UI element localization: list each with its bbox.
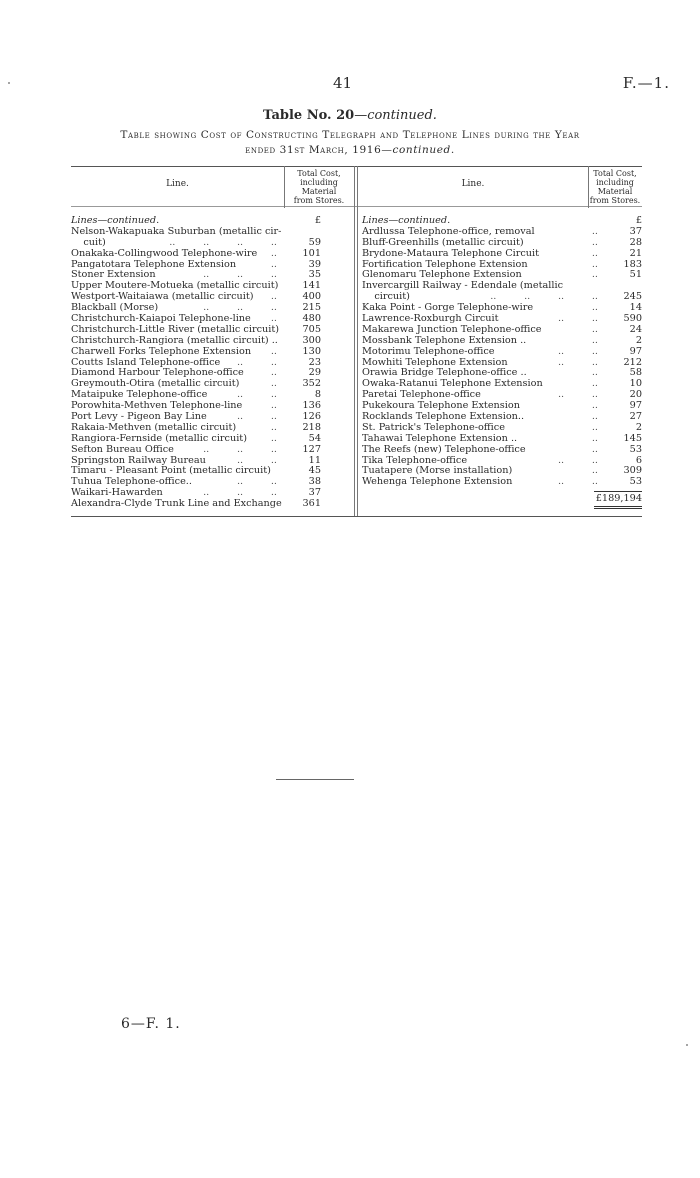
right-leader-dots: .. (591, 465, 598, 477)
right-line-name: Mossbank Telephone Extension .. (362, 334, 527, 346)
left-cost-value: 54 (308, 432, 321, 444)
right-cost-value: 183 (623, 258, 642, 270)
right-cost-value: 21 (629, 247, 642, 259)
left-line-name: Pangatotara Telephone Extension (71, 258, 237, 270)
left-leader-dots: .. .. (236, 476, 277, 488)
right-cost-value: 590 (623, 313, 642, 325)
left-cost-value: 37 (308, 487, 321, 499)
left-group-label: Lines—continued. (71, 215, 160, 226)
right-cost-header-2: including (596, 178, 634, 187)
table-bottom-rule (71, 516, 642, 517)
right-cost-value: 212 (623, 356, 642, 368)
right-leader-dots: .. .. (557, 345, 598, 357)
left-cost-value: 300 (302, 334, 321, 346)
left-leader-dots: .. (270, 247, 277, 259)
right-cost-value: 37 (629, 225, 642, 237)
left-cost-value: 400 (302, 291, 321, 303)
right-group-label: Lines—continued. (362, 215, 451, 226)
right-line-name: Tahawai Telephone Extension .. (362, 432, 518, 444)
right-leader-dots: .. (591, 258, 598, 270)
left-line-name: Timaru - Pleasant Point (metallic circuit) (71, 465, 271, 477)
left-line-name: Tuhua Telephone-office.. (71, 476, 192, 488)
left-cost-value: 11 (308, 454, 321, 466)
right-cost-value: 145 (623, 432, 642, 444)
right-leader-dots: .. (591, 367, 598, 379)
right-column (362, 216, 642, 509)
left-line-name: cuit) (71, 236, 106, 248)
right-line-name: Ardlussa Telephone-office, removal (362, 225, 535, 237)
left-cost-value: 705 (302, 323, 321, 335)
cost-table (71, 166, 642, 517)
table-title (0, 108, 700, 123)
left-cost-header-1: Total Cost, (297, 169, 341, 178)
left-cost-header-2: including (300, 178, 338, 187)
left-line-name: Westport-Waitaiawa (metallic circuit) (71, 291, 254, 303)
left-line-name: Stoner Extension (71, 269, 156, 281)
right-leader-dots: .. .. (557, 454, 598, 466)
right-cost-value: 97 (629, 345, 642, 357)
left-leader-dots: .. .. (236, 411, 277, 423)
right-cost-value: 53 (629, 443, 642, 455)
left-cost-value: 45 (308, 465, 321, 477)
right-cost-value: 51 (629, 269, 642, 281)
left-leader-dots: .. (270, 313, 277, 325)
grand-total: £189,194 (595, 493, 642, 505)
left-line-name: Christchurch-Rangiora (metallic circuit) .. (71, 334, 278, 346)
right-line-name: Bluff-Greenhills (metallic circuit) (362, 236, 524, 248)
left-line-name: Waikari-Hawarden (71, 487, 163, 499)
left-line-name: Christchurch-Little River (metallic circuit) (71, 323, 280, 335)
left-leader-dots: .. .. .. (203, 443, 277, 455)
right-cost-value: 245 (623, 291, 642, 303)
subtitle-line-2b: —continued. (381, 144, 455, 156)
left-line-name: Nelson-Wakapuaka Suburban (metallic cir- (71, 225, 282, 237)
right-line-name: Invercargill Railway - Edendale (metallic (362, 280, 563, 292)
left-leader-dots: .. (270, 421, 277, 433)
left-rows (71, 227, 321, 510)
left-leader-dots: .. .. .. .. (169, 236, 277, 248)
left-line-name: Coutts Island Telephone-office (71, 356, 221, 368)
left-column (71, 216, 321, 510)
scan-speck (8, 82, 10, 84)
right-leader-dots: .. .. (557, 476, 598, 488)
right-line-name: St. Patrick's Telephone-office (362, 421, 505, 433)
left-leader-dots: .. .. (236, 389, 277, 401)
left-cost-value: 38 (308, 476, 321, 488)
right-line-name: Tika Telephone-office (362, 454, 468, 466)
right-cost-value: 10 (629, 378, 642, 390)
right-leader-dots: .. .. .. .. (490, 291, 598, 303)
right-leader-dots: .. .. (557, 356, 598, 368)
right-cost-value: 20 (629, 389, 642, 401)
right-cost-value: 14 (629, 302, 642, 314)
right-line-name: Brydone-Mataura Telephone Circuit (362, 247, 539, 259)
right-cost-value: 2 (635, 421, 642, 433)
left-cost-value: 215 (302, 302, 321, 314)
right-table-row (362, 347, 642, 358)
left-table-row (71, 499, 321, 510)
right-cost-header-1: Total Cost, (593, 169, 637, 178)
right-cost-value: 53 (629, 476, 642, 488)
left-leader-dots: .. .. .. (203, 487, 277, 499)
right-line-name: Mowhiti Telephone Extension (362, 356, 508, 368)
right-cost-header (588, 169, 642, 205)
right-cost-value: 28 (629, 236, 642, 248)
right-line-name: Wehenga Telephone Extension (362, 476, 513, 488)
left-line-name: Rakaia-Methven (metallic circuit) (71, 421, 237, 433)
total-underline (362, 505, 642, 509)
left-leader-dots: .. (270, 258, 277, 270)
right-cost-value: 309 (623, 465, 642, 477)
subtitle-line-2 (72, 143, 628, 158)
left-cost-value: 39 (308, 258, 321, 270)
right-line-name: The Reefs (new) Telephone-office (362, 443, 526, 455)
left-unit: £ (314, 215, 321, 226)
left-line-name: Springston Railway Bureau (71, 454, 206, 466)
left-leader-dots: .. .. .. (203, 269, 277, 281)
left-leader-dots: .. .. .. (203, 302, 277, 314)
left-table-row (71, 249, 321, 260)
right-leader-dots: .. (591, 411, 598, 423)
right-leader-dots: .. (591, 432, 598, 444)
right-leader-dots: .. (591, 225, 598, 237)
right-line-name: Tuatapere (Morse installation) (362, 465, 513, 477)
right-leader-dots: .. (591, 247, 598, 259)
left-cost-value: 141 (302, 280, 321, 292)
right-leader-dots: .. .. (557, 313, 598, 325)
left-line-name: Onakaka-Collingwood Telephone-wire (71, 247, 258, 259)
left-line-name: Sefton Bureau Office (71, 443, 174, 455)
right-cost-value: 24 (629, 323, 642, 335)
right-line-name: Paretai Telephone-office (362, 389, 481, 401)
left-cost-value: 136 (302, 400, 321, 412)
left-line-name: Upper Moutere-Motueka (metallic circuit) (71, 280, 279, 292)
page-number: 41 (333, 74, 353, 92)
right-line-name: Makarewa Junction Telephone-office (362, 323, 542, 335)
left-cost-value: 361 (302, 498, 321, 510)
left-table-row (71, 347, 321, 358)
left-line-name: Blackball (Morse) (71, 302, 159, 314)
right-line-name: Motorimu Telephone-office (362, 345, 495, 357)
left-leader-dots: .. .. (236, 454, 277, 466)
right-line-name: Orawia Bridge Telephone-office .. (362, 367, 527, 379)
right-table-row (362, 445, 642, 456)
right-leader-dots: .. (591, 323, 598, 335)
left-line-name: Alexandra-Clyde Trunk Line and Exchange (71, 498, 282, 510)
left-leader-dots: .. (270, 400, 277, 412)
right-line-name: Owaka-Ratanui Telephone Extension (362, 378, 543, 390)
left-cost-value: 23 (308, 356, 321, 368)
left-line-name: Porowhita-Methven Telephone-line (71, 400, 243, 412)
left-line-name: Rangiora-Fernside (metallic circuit) (71, 432, 247, 444)
right-table-row (362, 249, 642, 260)
left-table-row (71, 445, 321, 456)
left-cost-header-4: from Stores. (293, 196, 345, 205)
right-line-header: Line. (461, 179, 485, 189)
right-cost-header-3: Material (597, 187, 633, 196)
left-cost-value: 59 (308, 236, 321, 248)
scan-speck-2 (686, 1044, 688, 1046)
left-cost-value: 101 (302, 247, 321, 259)
total-rule-2 (594, 508, 642, 509)
left-leader-dots: .. (270, 345, 277, 357)
center-divider-rule (354, 166, 355, 517)
right-leader-dots: .. (591, 400, 598, 412)
footer-signature: 6—F. 1. (121, 1016, 181, 1032)
left-line-name: Mataipuke Telephone-office (71, 389, 208, 401)
left-leader-dots: .. (270, 378, 277, 390)
left-line-name: Charwell Forks Telephone Extension (71, 345, 252, 357)
right-line-name: Fortification Telephone Extension (362, 258, 528, 270)
right-cost-value: 2 (635, 334, 642, 346)
right-rows (362, 227, 642, 488)
right-leader-dots: .. (591, 334, 598, 346)
left-cost-value: 29 (308, 367, 321, 379)
total-top-rule (594, 491, 642, 492)
right-cost-value: 27 (629, 411, 642, 423)
right-line-name: Kaka Point - Gorge Telephone-wire (362, 302, 534, 314)
left-line-name: Christchurch-Kaiapoi Telephone-line (71, 313, 251, 325)
section-separator (276, 779, 354, 780)
left-leader-dots: .. .. (236, 356, 277, 368)
right-leader-dots: .. (591, 443, 598, 455)
right-line-name: Glenomaru Telephone Extension (362, 269, 522, 281)
right-line-name: Lawrence-Roxburgh Circuit (362, 313, 499, 325)
right-cost-value: 6 (635, 454, 642, 466)
right-unit: £ (635, 215, 642, 226)
left-cost-value: 8 (314, 389, 321, 401)
total-row (362, 494, 642, 505)
left-leader-dots: .. (270, 432, 277, 444)
left-leader-dots: .. (270, 367, 277, 379)
left-cost-value: 35 (308, 269, 321, 281)
left-line-name: Greymouth-Otira (metallic circuit) (71, 378, 240, 390)
left-cost-value: 130 (302, 345, 321, 357)
left-cost-value: 127 (302, 443, 321, 455)
left-cost-value: 352 (302, 378, 321, 390)
table-title-suffix: —continued. (354, 108, 437, 123)
left-cost-value: 480 (302, 313, 321, 325)
left-cost-header (284, 169, 354, 205)
right-leader-dots: .. (591, 269, 598, 281)
right-leader-dots: .. (591, 302, 598, 314)
total-rule-1 (594, 506, 642, 507)
subtitle-line-2a: ended 31st March, 1916 (245, 144, 382, 156)
left-cost-header-3: Material (301, 187, 337, 196)
center-divider-rule-2 (357, 166, 358, 517)
right-line-name: Pukekoura Telephone Extension (362, 400, 520, 412)
table-subtitle (72, 128, 628, 158)
series-reference: F.—1. (622, 74, 670, 92)
left-cost-value: 218 (302, 421, 321, 433)
right-line-name: Rocklands Telephone Extension.. (362, 411, 525, 423)
left-line-name: Diamond Harbour Telephone-office (71, 367, 244, 379)
left-cost-value: 126 (302, 411, 321, 423)
right-line-name: circuit) (362, 291, 410, 303)
right-leader-dots: .. (591, 421, 598, 433)
right-cost-value: 97 (629, 400, 642, 412)
table-title-main: Table No. 20 (263, 108, 355, 123)
left-line-header: Line. (166, 179, 189, 189)
right-leader-dots: .. (591, 236, 598, 248)
right-cost-header-4: from Stores. (589, 196, 641, 205)
right-leader-dots: .. .. (557, 389, 598, 401)
right-leader-dots: .. (591, 378, 598, 390)
left-line-name: Port Levy - Pigeon Bay Line (71, 411, 207, 423)
subtitle-line-1: Table showing Cost of Constructing Telegraph and Telephone Lines during the Year (120, 129, 580, 141)
right-cost-value: 58 (629, 367, 642, 379)
left-leader-dots: .. (270, 291, 277, 303)
right-table-row (362, 477, 642, 488)
